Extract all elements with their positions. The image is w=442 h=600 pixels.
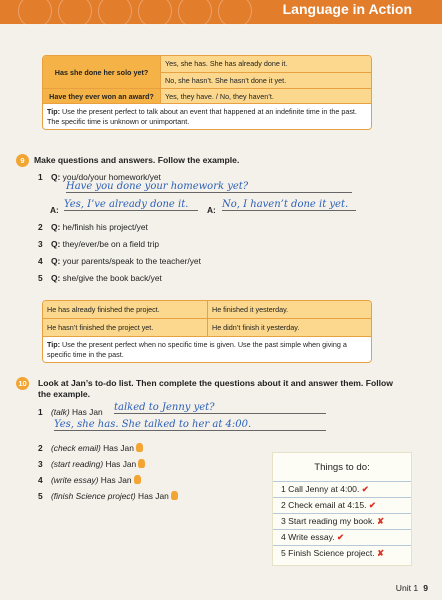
check-icon: ✔ — [361, 484, 369, 494]
exercise-number: 10 — [16, 377, 29, 390]
unit-label: Unit 1 — [395, 583, 419, 593]
question-mark-icon — [138, 459, 145, 468]
grammar-example: He has already finished the project. — [43, 301, 207, 318]
grammar-answer: Yes, she has. She has already done it. — [165, 59, 288, 68]
exercise-instruction: Make questions and answers. Follow the example. — [34, 155, 240, 165]
todo-title: Things to do: — [314, 462, 370, 473]
grammar-box-past-simple — [42, 300, 372, 363]
exercise-item: 4 (write essay) Has Jan — [38, 475, 141, 485]
exercise-number: 9 — [16, 154, 29, 167]
grammar-tip: Tip: Use the present perfect to talk about an event that happened at an indefinite time in the past. The specific time is unknown or unimportant. — [43, 104, 371, 129]
grammar-example: He didn’t finish it yesterday. — [207, 319, 371, 336]
section-title: Language in Action — [282, 1, 412, 17]
cross-icon: ✘ — [377, 516, 385, 526]
answer-line[interactable]: No, I haven’t done it yet. — [222, 199, 356, 211]
grammar-question: Have they ever won an award? — [43, 89, 161, 103]
globe-decoration — [218, 0, 252, 28]
grammar-question: Has she done her solo yet? — [43, 56, 161, 88]
grammar-tip: Tip: Use the present perfect when no specific time is given. Use the past simple when giving a specific time in the past. — [43, 337, 371, 362]
grammar-box-present-perfect — [42, 55, 372, 130]
exercise-item: 3 (start reading) Has Jan — [38, 459, 145, 469]
globe-decoration — [18, 0, 52, 28]
todo-item: 2 Check email at 4:15. ✔ — [273, 497, 411, 512]
grammar-example: He finished it yesterday. — [207, 301, 371, 318]
exercise-item: 5 (finish Science project) Has Jan — [38, 491, 178, 501]
answer-label: A: — [50, 205, 59, 215]
cross-icon: ✘ — [377, 548, 385, 558]
page-number: 9 — [423, 583, 428, 593]
exercise-item: 3 Q: they/ever/be on a field trip — [38, 239, 160, 249]
exercise-instruction: Look at Jan’s to-do list. Then complete the questions about it and answer them. Follow the example. — [38, 378, 393, 399]
page-footer — [396, 583, 428, 593]
question-mark-icon — [136, 443, 143, 452]
grammar-example: He hasn’t finished the project yet. — [43, 319, 207, 336]
exercise-item: 5 Q: she/give the book back/yet — [38, 273, 162, 283]
todo-item: 5 Finish Science project. ✘ — [273, 545, 411, 560]
exercise-item: 2 Q: he/finish his project/yet — [38, 222, 148, 232]
globe-decoration — [178, 0, 212, 28]
exercise-item: 4 Q: your parents/speak to the teacher/yet — [38, 256, 201, 266]
todo-item: 4 Write essay. ✔ — [273, 529, 411, 544]
answer-line[interactable]: Have you done your homework yet? — [66, 181, 352, 193]
exercise-item: 1 Q: you/do/your homework/yet — [38, 172, 161, 182]
globe-decoration — [58, 0, 92, 28]
question-mark-icon — [171, 491, 178, 500]
globe-decoration — [98, 0, 132, 28]
todo-list-note — [272, 452, 412, 566]
todo-item: 1 Call Jenny at 4:00. ✔ — [273, 481, 411, 496]
todo-item: 3 Start reading my book. ✘ — [273, 513, 411, 528]
grammar-answer: Yes, they have. / No, they haven’t. — [165, 92, 274, 101]
header-band — [0, 0, 442, 24]
check-icon: ✔ — [368, 500, 377, 510]
answer-label: A: — [207, 205, 216, 215]
answer-line[interactable]: Yes, I’ve already done it. — [64, 199, 198, 211]
check-icon: ✔ — [337, 532, 345, 542]
globe-decoration — [138, 0, 172, 28]
question-mark-icon — [134, 475, 141, 484]
grammar-answer: No, she hasn’t. She hasn’t done it yet. — [161, 72, 371, 88]
exercise-item: 2 (check email) Has Jan — [38, 443, 143, 453]
answer-line[interactable]: Yes, she has. She talked to her at 4:00. — [54, 419, 326, 431]
answer-line[interactable]: talked to Jenny yet? — [114, 402, 326, 414]
exercise-item: 1 (talk) Has Jan — [38, 407, 103, 417]
